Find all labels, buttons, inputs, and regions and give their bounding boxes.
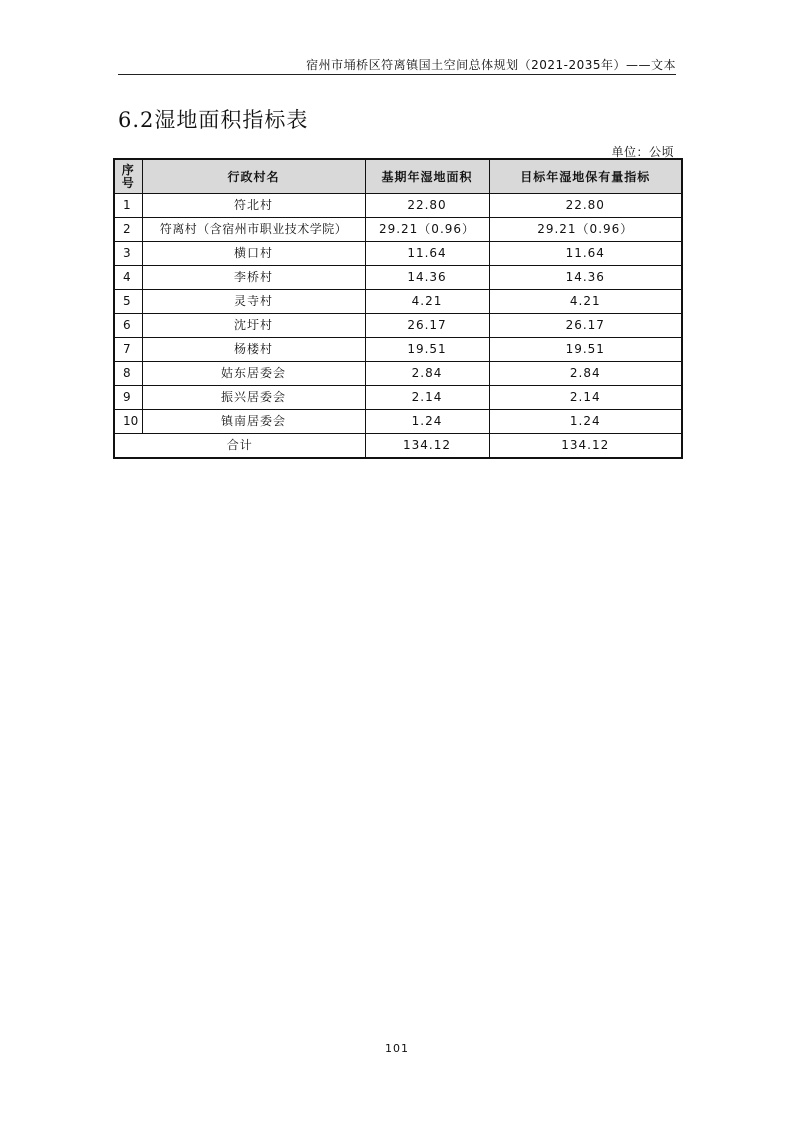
row-index: 4 (114, 266, 142, 290)
village-name: 沈圩村 (142, 314, 365, 338)
row-index: 8 (114, 362, 142, 386)
table-header-row (114, 159, 682, 194)
row-index: 7 (114, 338, 142, 362)
total-label: 合计 (114, 434, 365, 459)
header-divider (118, 74, 676, 75)
table-row (114, 362, 682, 386)
table-row (114, 290, 682, 314)
table-row (114, 386, 682, 410)
base-area: 2.84 (365, 362, 489, 386)
base-area: 14.36 (365, 266, 489, 290)
base-area: 4.21 (365, 290, 489, 314)
village-name: 灵寺村 (142, 290, 365, 314)
unit-label: 单位：公顷 (611, 145, 674, 159)
target-area: 1.24 (489, 410, 682, 434)
target-area: 22.80 (489, 194, 682, 218)
target-area: 14.36 (489, 266, 682, 290)
village-name: 李桥村 (142, 266, 365, 290)
header-seq: 序 号 (114, 159, 142, 194)
table-row (114, 410, 682, 434)
header-base-area: 基期年湿地面积 (365, 159, 489, 194)
row-index: 5 (114, 290, 142, 314)
village-name: 姑东居委会 (142, 362, 365, 386)
target-area: 2.14 (489, 386, 682, 410)
row-index: 10 (114, 410, 142, 434)
table-row (114, 194, 682, 218)
total-base-area: 134.12 (365, 434, 489, 459)
row-index: 6 (114, 314, 142, 338)
village-name: 符离村（含宿州市职业技术学院） (142, 218, 365, 242)
base-area: 19.51 (365, 338, 489, 362)
base-area: 26.17 (365, 314, 489, 338)
target-area: 19.51 (489, 338, 682, 362)
target-area: 11.64 (489, 242, 682, 266)
row-index: 1 (114, 194, 142, 218)
target-area: 2.84 (489, 362, 682, 386)
base-area: 29.21（0.96） (365, 218, 489, 242)
header-target-area: 目标年湿地保有量指标 (489, 159, 682, 194)
target-area: 4.21 (489, 290, 682, 314)
row-index: 2 (114, 218, 142, 242)
base-area: 22.80 (365, 194, 489, 218)
row-index: 9 (114, 386, 142, 410)
wetland-area-table (113, 158, 683, 459)
page-number: 101 (385, 1042, 409, 1055)
table-row (114, 266, 682, 290)
table-row (114, 218, 682, 242)
page-header: 宿州市埇桥区符离镇国土空间总体规划（2021-2035年）——文本 (306, 58, 676, 72)
village-name: 杨楼村 (142, 338, 365, 362)
village-name: 振兴居委会 (142, 386, 365, 410)
row-index: 3 (114, 242, 142, 266)
header-village: 行政村名 (142, 159, 365, 194)
base-area: 1.24 (365, 410, 489, 434)
table-row (114, 314, 682, 338)
total-target-area: 134.12 (489, 434, 682, 459)
target-area: 29.21（0.96） (489, 218, 682, 242)
village-name: 镇南居委会 (142, 410, 365, 434)
target-area: 26.17 (489, 314, 682, 338)
village-name: 符北村 (142, 194, 365, 218)
village-name: 横口村 (142, 242, 365, 266)
total-row (114, 434, 682, 459)
table-row (114, 338, 682, 362)
base-area: 11.64 (365, 242, 489, 266)
base-area: 2.14 (365, 386, 489, 410)
table-row (114, 242, 682, 266)
section-title: 6.2湿地面积指标表 (118, 108, 309, 132)
